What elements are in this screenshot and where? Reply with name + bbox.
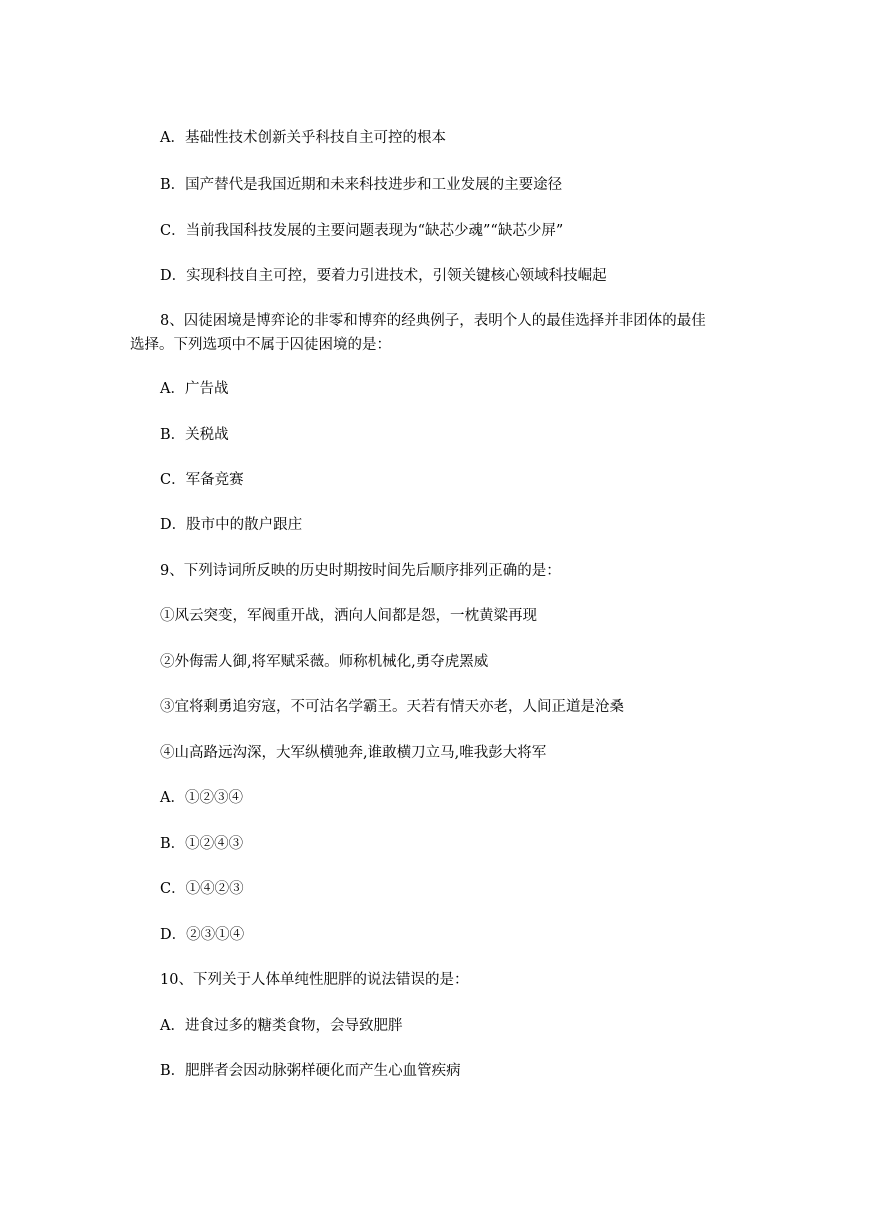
q10-option-a: A．进食过多的糖类食物，会导致肥胖 <box>160 1018 403 1034</box>
q9-poem-1: ①风云突变，军阀重开战，洒向人间都是怨，一枕黄粱再现 <box>160 608 537 624</box>
q8-option-d: D．股市中的散户跟庄 <box>160 517 303 533</box>
q10-option-b: B．肥胖者会因动脉粥样硬化而产生心血管疾病 <box>160 1063 461 1079</box>
q9-option-a: A．①②③④ <box>160 790 243 806</box>
q9-option-c: C．①④②③ <box>160 881 244 897</box>
q8-option-a: A．广告战 <box>160 381 229 397</box>
q8-option-c: C．军备竞赛 <box>160 472 244 488</box>
q9-stem: 9、下列诗词所反映的历史时期按时间先后顺序排列正确的是： <box>160 563 561 579</box>
q7-option-b: B．国产替代是我国近期和未来科技进步和工业发展的主要途径 <box>160 177 563 193</box>
q9-option-b: B．①②④③ <box>160 836 244 852</box>
q8-option-b: B．关税战 <box>160 427 229 443</box>
q8-stem-line1: 8、囚徒困境是博弈论的非零和博弈的经典例子，表明个人的最佳选择并非团体的最佳 <box>160 313 706 329</box>
q9-option-d: D．②③①④ <box>160 927 245 943</box>
q7-option-c: C．当前我国科技发展的主要问题表现为“缺芯少魂”“缺芯少屏” <box>160 223 564 239</box>
q9-poem-2: ②外侮需人御,将军赋采薇。师称机械化,勇夺虎罴威 <box>160 654 489 670</box>
q7-option-a: A．基础性技术创新关乎科技自主可控的根本 <box>160 130 446 146</box>
q10-stem: 10、下列关于人体单纯性肥胖的说法错误的是： <box>160 972 469 988</box>
q8-stem-line2: 选择。下列选项中不属于囚徒困境的是： <box>130 337 391 353</box>
q9-poem-3: ③宜将剩勇追穷寇，不可沽名学霸王。天若有情天亦老，人间正道是沧桑 <box>160 699 624 715</box>
q9-poem-4: ④山高路远沟深，大军纵横驰奔,谁敢横刀立马,唯我彭大将军 <box>160 745 547 761</box>
q7-option-d: D．实现科技自主可控，要着力引进技术，引领关键核心领域科技崛起 <box>160 268 607 284</box>
